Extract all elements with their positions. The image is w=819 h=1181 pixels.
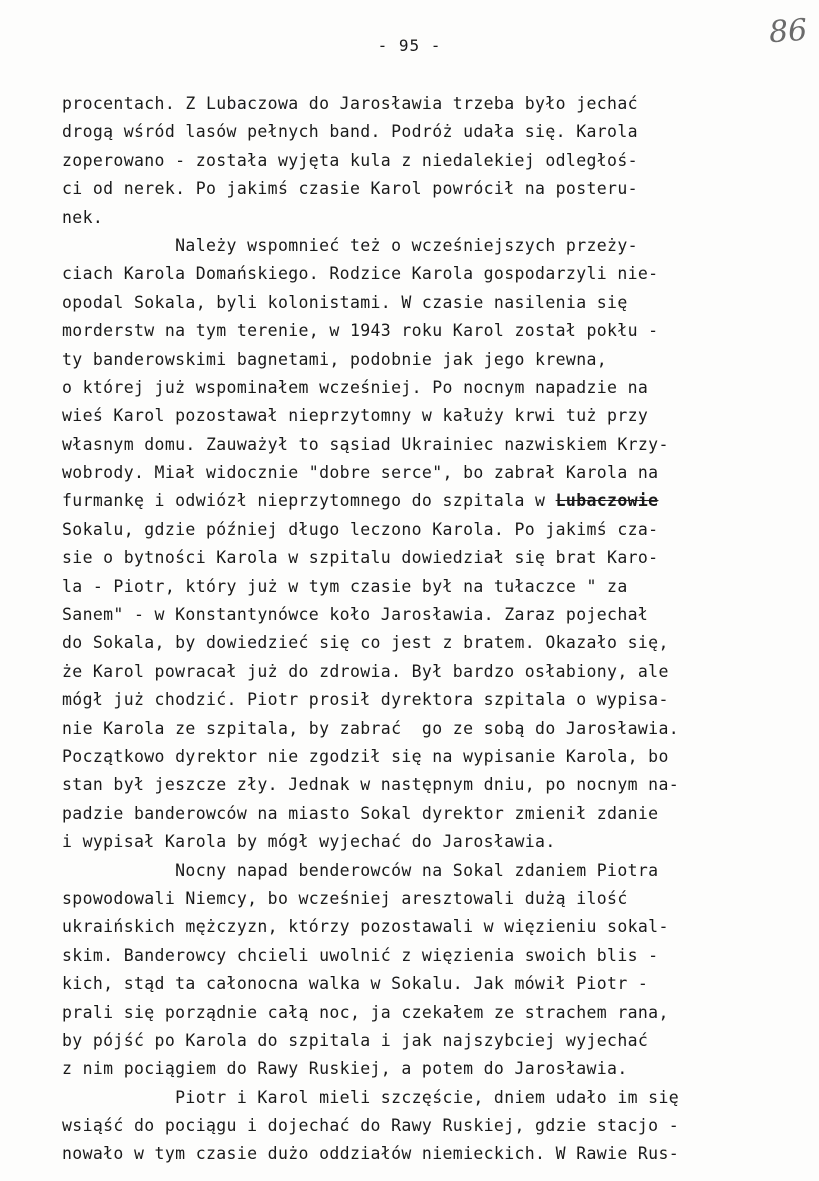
- text-line: [62, 402, 770, 430]
- struck-out-word: Lubaczowie: [555, 491, 659, 511]
- page-number: - 95 -: [377, 36, 442, 55]
- text-line-content: zoperowano - została wyjęta kula z niedalekiej odległoś-: [62, 150, 638, 170]
- text-line: [62, 857, 770, 885]
- text-line: [62, 204, 770, 232]
- text-line-content: padzie banderowców na miasto Sokal dyrektor zmienił zdanie: [62, 803, 659, 823]
- text-line-content: nie Karola ze szpitala, by zabrać go ze sobą do Jarosławia.: [62, 718, 680, 738]
- text-line: [62, 317, 770, 345]
- text-line: [62, 374, 770, 402]
- text-line-content: prali się porządnie całą noc, ja czekałem ze strachem rana,: [62, 1002, 669, 1022]
- text-line: [62, 118, 770, 146]
- text-line: [62, 516, 770, 544]
- text-line: [62, 942, 770, 970]
- text-line-content: ukraińskich mężczyzn, którzy pozostawali w więzieniu sokal-: [62, 917, 669, 937]
- text-line: [62, 771, 770, 799]
- text-line: [62, 1055, 770, 1083]
- text-line: [62, 999, 770, 1027]
- text-line-content: i wypisał Karola by mógł wyjechać do Jarosławia.: [62, 832, 556, 852]
- text-line-content: wobrody. Miał widocznie "dobre serce", bo zabrał Karola na: [62, 463, 659, 483]
- text-line: [62, 601, 770, 629]
- text-line: [62, 487, 770, 515]
- text-line-content: z nim pociągiem do Rawy Ruskiej, a potem do Jarosławia.: [62, 1059, 628, 1079]
- text-line-content: procentach. Z Lubaczowa do Jarosławia trzeba było jechać: [62, 94, 638, 113]
- text-line: [62, 629, 770, 657]
- text-line-content: drogą wśród lasów pełnych band. Podróż udała się. Karola: [62, 122, 638, 142]
- text-line: [62, 913, 770, 941]
- text-line: [62, 1140, 770, 1168]
- text-line-content: skim. Banderowcy chcieli uwolnić z więzienia swoich blis -: [62, 945, 659, 965]
- text-line: [62, 431, 770, 459]
- text-line-content: Początkowo dyrektor nie zgodził się na wypisanie Karola, bo: [62, 746, 669, 766]
- text-line-content: do Sokala, by dowiedzieć się co jest z bratem. Okazało się,: [62, 633, 669, 653]
- text-line-content: Sanem" - w Konstantynówce koło Jarosławia. Zaraz pojechał: [62, 605, 649, 625]
- text-line-content: stan był jeszcze zły. Jednak w następnym dniu, po nocnym na-: [62, 775, 680, 795]
- text-line: [62, 232, 770, 260]
- text-line: [62, 573, 770, 601]
- text-line-content: własnym domu. Zauważył to sąsiad Ukrainiec nazwiskiem Krzy-: [62, 434, 669, 454]
- text-line-content: mógł już chodzić. Piotr prosił dyrektora szpitala o wypisa-: [62, 690, 669, 710]
- text-line-content: ci od nerek. Po jakimś czasie Karol powrócił na posteru-: [62, 179, 638, 199]
- text-line-content: Sokalu, gdzie później długo leczono Karola. Po jakimś cza-: [62, 519, 659, 539]
- text-line: [62, 459, 770, 487]
- text-line: [62, 828, 770, 856]
- text-line: [62, 90, 770, 118]
- text-line-content: opodal Sokala, byli kolonistami. W czasie nasilenia się: [62, 292, 628, 312]
- text-line: [62, 743, 770, 771]
- document-body-text: [62, 90, 770, 1169]
- text-line: [62, 175, 770, 203]
- text-line: [62, 147, 770, 175]
- text-line: [62, 715, 770, 743]
- text-line: [62, 1112, 770, 1140]
- text-line: [62, 289, 770, 317]
- text-line-content: Nocny napad benderowców na Sokal zdaniem Piotra: [62, 860, 659, 880]
- text-line: [62, 686, 770, 714]
- text-line: [62, 346, 770, 374]
- text-line-content: morderstw na tym terenie, w 1943 roku Karol został pokłu -: [62, 321, 659, 341]
- text-line-content: kich, stąd ta całonocna walka w Sokalu. Jak mówił Piotr -: [62, 974, 649, 994]
- text-line: [62, 658, 770, 686]
- text-line-content: wieś Karol pozostawał nieprzytomny w kałuży krwi tuż przy: [62, 406, 649, 426]
- text-line-content: ty banderowskimi bagnetami, podobnie jak jego krewna,: [62, 349, 608, 369]
- text-line-content: nowało w tym czasie dużo oddziałów niemieckich. W Rawie Rus-: [62, 1144, 680, 1164]
- text-line-content: furmankę i odwiózł nieprzytomnego do szpitala w: [62, 491, 556, 511]
- text-line-content: sie o bytności Karola w szpitalu dowiedział się brat Karo-: [62, 548, 659, 568]
- text-line: [62, 1084, 770, 1112]
- text-line-content: Należy wspomnieć też o wcześniejszych przeży-: [62, 235, 638, 255]
- text-line: [62, 260, 770, 288]
- text-line-content: wsiąść do pociągu i dojechać do Rawy Ruskiej, gdzie stacjo -: [62, 1116, 680, 1136]
- text-line: [62, 970, 770, 998]
- text-line-content: by pójść po Karola do szpitala i jak najszybciej wyjechać: [62, 1030, 649, 1050]
- text-line: [62, 544, 770, 572]
- text-line-content: Piotr i Karol mieli szczęście, dniem udało im się: [62, 1087, 680, 1107]
- text-line-content: nek.: [62, 207, 104, 227]
- handwritten-archive-number: 86: [767, 12, 809, 51]
- text-line-content: ciach Karola Domańskiego. Rodzice Karola gospodarzyli nie-: [62, 264, 659, 284]
- text-line-content: o której już wspominałem wcześniej. Po nocnym napadzie na: [62, 377, 649, 397]
- text-line-content: że Karol powracał już do zdrowia. Był bardzo osłabiony, ale: [62, 661, 669, 681]
- text-line: [62, 1027, 770, 1055]
- text-line-content: la - Piotr, który już w tym czasie był na tułaczce " za: [62, 576, 628, 596]
- text-line: [62, 885, 770, 913]
- text-line-content: spowodowali Niemcy, bo wcześniej aresztowali dużą ilość: [62, 888, 628, 908]
- text-line: [62, 800, 770, 828]
